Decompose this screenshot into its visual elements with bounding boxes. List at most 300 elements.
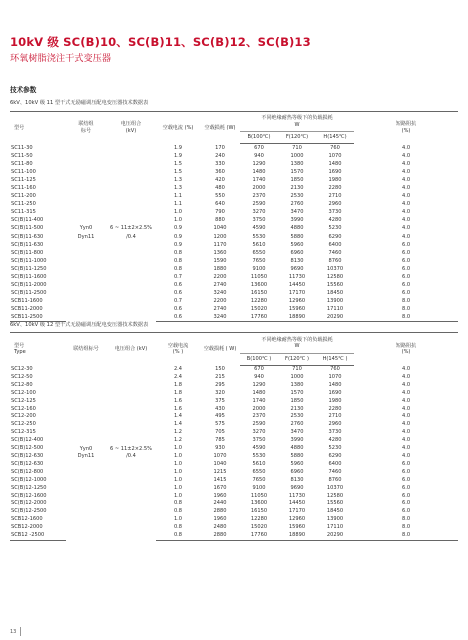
col-load-loss-group-header: 不同绝缘耐热等级下的负载损耗 W xyxy=(240,112,354,132)
col-voltage-header: 电压组合 (kV) xyxy=(106,112,156,144)
cell-load-loss-b: 16150 xyxy=(250,289,268,296)
cell-load-loss-b: 15020 xyxy=(250,305,268,312)
cell-impedance: 4.0 xyxy=(401,413,411,420)
cell-impedance: 4.0 xyxy=(401,429,411,436)
cell-load-loss-h: 1690 xyxy=(328,169,342,176)
cell-load-loss-f: 5960 xyxy=(290,241,304,248)
cell-no-load-loss: 1170 xyxy=(213,241,227,248)
cell-impedance: 4.0 xyxy=(401,144,411,151)
cell-load-loss-f: 710 xyxy=(292,366,302,372)
cell-no-load-loss: 420 xyxy=(215,177,225,184)
cell-no-load-loss: 495 xyxy=(215,413,225,420)
cell-load-loss-h: 7460 xyxy=(328,468,342,475)
col-vector-group-header: 联结组标号 xyxy=(66,333,106,366)
col-no-load-current-header: 空载电流 (%) xyxy=(156,112,200,144)
cell-model: SCB11-2500 xyxy=(10,313,66,322)
cell-no-load-loss: 320 xyxy=(215,389,225,396)
cell-load-loss-h: 20290 xyxy=(316,532,354,540)
cell-load-loss-f: 2760 xyxy=(290,201,304,208)
cell-load-loss-f: 710 xyxy=(292,145,302,151)
cell-load-loss-h: 15560 xyxy=(326,500,344,507)
cell-no-load-loss: 2740 xyxy=(213,281,227,288)
cell-no-load-current: 1.0 xyxy=(173,452,183,459)
cell-load-loss-b: 5530 xyxy=(252,233,266,240)
cell-impedance: 4.0 xyxy=(401,381,411,388)
cell-load-loss-b: 9100 xyxy=(252,484,266,491)
cell-no-load-current: 0.6 xyxy=(156,313,200,322)
cell-load-loss-h: 10370 xyxy=(326,265,344,272)
cell-load-loss-f: 14450 xyxy=(288,500,306,507)
cell-load-loss-h: 2280 xyxy=(328,185,342,192)
cell-model: SC11-30 xyxy=(11,144,33,151)
cell-no-load-current: 1.0 xyxy=(173,516,183,523)
cell-no-load-current: 1.5 xyxy=(173,169,183,176)
cell-no-load-loss: 1960 xyxy=(213,492,227,499)
cell-model: SC12-315 xyxy=(11,429,36,436)
cell-model: SC(B)12-630 xyxy=(11,460,44,467)
cell-load-loss-h: 3730 xyxy=(328,209,342,216)
cell-no-load-loss: 880 xyxy=(215,217,225,224)
cell-model: SC(B)12-1000 xyxy=(11,476,47,483)
cell-model: SC11-100 xyxy=(11,169,36,176)
col-vector-group-header: 联结组 标号 xyxy=(66,112,106,144)
cell-model: SC11-125 xyxy=(11,177,36,184)
cell-model: SC(B)12-2500 xyxy=(11,508,47,515)
cell-load-loss-h: 2710 xyxy=(328,193,342,200)
cell-no-load-loss: 3240 xyxy=(213,289,227,296)
table1 xyxy=(10,111,458,322)
col-load-loss-group-header: 不同绝缘耐热等级下的负载损耗 W xyxy=(240,333,354,354)
cell-load-loss-h: 3730 xyxy=(328,429,342,436)
cell-model: SCB12-2000 xyxy=(11,524,43,531)
cell-load-loss-b: 2370 xyxy=(252,193,266,200)
cell-impedance: 4.0 xyxy=(401,233,411,240)
cell-no-load-current: 0.9 xyxy=(173,233,183,240)
cell-model: SC(B)12-400 xyxy=(11,437,44,444)
cell-impedance: 4.0 xyxy=(401,153,411,160)
cell-no-load-current: 0.8 xyxy=(173,508,183,515)
cell-voltage-combo: 6 ~ 11±2×2.5% /0.4 xyxy=(110,446,152,459)
cell-load-loss-f: 5880 xyxy=(290,452,304,459)
cell-impedance: 4.0 xyxy=(401,169,411,176)
cell-model: SC11-80 xyxy=(11,161,33,168)
cell-no-load-current: 1.8 xyxy=(173,381,183,388)
cell-load-loss-b: 13600 xyxy=(250,281,268,288)
cell-load-loss-b: 1480 xyxy=(252,169,266,176)
cell-load-loss-f: 18890 xyxy=(278,532,316,540)
cell-impedance: 8.0 xyxy=(401,297,411,304)
cell-load-loss-f: 12960 xyxy=(288,297,306,304)
cell-no-load-loss: 1415 xyxy=(213,476,227,483)
cell-no-load-current: 2.4 xyxy=(173,365,183,372)
cell-load-loss-f: 15960 xyxy=(288,305,306,312)
cell-impedance: 6.0 xyxy=(401,468,411,475)
cell-load-loss-h: 8760 xyxy=(328,257,342,264)
cell-impedance: 6.0 xyxy=(401,249,411,256)
cell-load-loss-f: 1850 xyxy=(290,397,304,404)
cell-load-loss-f: 1380 xyxy=(290,161,304,168)
cell-no-load-loss: 1040 xyxy=(213,225,227,232)
cell-load-loss-f: 15960 xyxy=(288,524,306,531)
cell-no-load-loss: 1040 xyxy=(213,460,227,467)
cell-impedance: 4.0 xyxy=(401,217,411,224)
cell-no-load-current: 1.0 xyxy=(173,460,183,467)
cell-no-load-current: 0.8 xyxy=(156,532,200,540)
cell-model: SC(B)11-630 xyxy=(11,233,44,240)
cell-vector-group: Yyn0 Dyn11 xyxy=(77,225,95,240)
cell-load-loss-h: 1070 xyxy=(328,153,342,160)
cell-model: SC(B)12-500 xyxy=(11,445,44,452)
cell-model: SC(B)11-1250 xyxy=(11,265,47,272)
cell-model: SCB11-1600 xyxy=(11,297,43,304)
cell-no-load-current: 0.6 xyxy=(173,305,183,312)
table-row xyxy=(10,366,458,374)
cell-no-load-loss: 330 xyxy=(215,161,225,168)
cell-load-loss-h: 5230 xyxy=(328,225,342,232)
cell-load-loss-b: 1740 xyxy=(252,397,266,404)
cell-load-loss-f: 1000 xyxy=(290,373,304,380)
cell-no-load-loss: 240 xyxy=(215,153,225,160)
cell-no-load-loss: 1070 xyxy=(213,452,227,459)
cell-impedance: 4.0 xyxy=(401,177,411,184)
cell-no-load-current: 0.7 xyxy=(173,297,183,304)
cell-model: SC(B)12-630 xyxy=(11,452,44,459)
cell-impedance: 4.0 xyxy=(401,397,411,404)
table1-caption: 6kV、10kV 级 11 型干式无励磁调压配电变压器技术数据表 xyxy=(10,100,149,106)
cell-no-load-loss: 550 xyxy=(215,193,225,200)
cell-no-load-current: 1.1 xyxy=(173,193,183,200)
col-impedance-header: 短路阻抗 (%) xyxy=(354,333,458,366)
col-load-loss-h-header: H(145℃ ) xyxy=(316,354,354,366)
cell-load-loss-f: 3990 xyxy=(290,217,304,224)
cell-model: SC(B)11-2000 xyxy=(11,281,47,288)
cell-model: SC11-200 xyxy=(11,193,36,200)
cell-model: SC(B)11-1600 xyxy=(11,273,47,280)
cell-no-load-loss: 705 xyxy=(215,429,225,436)
cell-no-load-current: 0.9 xyxy=(173,241,183,248)
cell-no-load-loss: 150 xyxy=(215,365,225,372)
cell-no-load-current: 1.2 xyxy=(173,429,183,436)
cell-no-load-current: 1.9 xyxy=(173,153,183,160)
cell-load-loss-b: 3270 xyxy=(252,429,266,436)
cell-load-loss-b: 4590 xyxy=(252,225,266,232)
cell-no-load-loss: 1590 xyxy=(213,257,227,264)
col-no-load-current-header: 空载电流 (% ) xyxy=(156,333,200,366)
cell-no-load-loss: 575 xyxy=(215,421,225,428)
cell-no-load-current: 1.4 xyxy=(173,421,183,428)
cell-no-load-current: 0.9 xyxy=(173,225,183,232)
cell-no-load-loss: 430 xyxy=(215,405,225,412)
cell-load-loss-h: 2710 xyxy=(328,413,342,420)
cell-impedance: 4.0 xyxy=(401,225,411,232)
cell-load-loss-f: 17170 xyxy=(288,289,306,296)
cell-load-loss-f: 9690 xyxy=(290,484,304,491)
cell-no-load-loss: 1215 xyxy=(213,468,227,475)
cell-model: SC12-50 xyxy=(11,373,33,380)
cell-model: SC(B)12-2000 xyxy=(11,500,47,507)
cell-load-loss-b: 7650 xyxy=(252,476,266,483)
cell-load-loss-b: 16150 xyxy=(250,508,268,515)
cell-load-loss-b: 2590 xyxy=(252,421,266,428)
cell-model: SC11-50 xyxy=(11,153,33,160)
cell-impedance: 4.0 xyxy=(401,421,411,428)
cell-load-loss-b: 1290 xyxy=(252,161,266,168)
cell-load-loss-h: 18450 xyxy=(326,289,344,296)
cell-load-loss-f: 2130 xyxy=(290,185,304,192)
cell-no-load-current: 1.2 xyxy=(173,437,183,444)
cell-no-load-loss: 1960 xyxy=(213,516,227,523)
cell-impedance: 8.0 xyxy=(401,524,411,531)
cell-model: SC12-80 xyxy=(11,381,33,388)
cell-load-loss-f: 2760 xyxy=(290,421,304,428)
cell-no-load-current: 1.3 xyxy=(173,185,183,192)
cell-impedance: 4.0 xyxy=(401,161,411,168)
cell-voltage-combo: 6 ~ 11±2×2.5% /0.4 xyxy=(110,225,152,240)
cell-load-loss-b: 17760 xyxy=(240,532,278,540)
cell-impedance: 8.0 xyxy=(354,532,458,540)
cell-load-loss-b: 6550 xyxy=(252,249,266,256)
cell-load-loss-h: 6400 xyxy=(328,460,342,467)
cell-load-loss-b: 3750 xyxy=(252,217,266,224)
cell-load-loss-f: 18890 xyxy=(278,313,316,322)
cell-no-load-current: 0.7 xyxy=(173,273,183,280)
cell-no-load-loss: 2740 xyxy=(213,305,227,312)
cell-impedance: 4.0 xyxy=(401,185,411,192)
cell-model: SC(B)11-2500 xyxy=(11,289,47,296)
cell-load-loss-b: 1480 xyxy=(252,389,266,396)
cell-impedance: 6.0 xyxy=(401,508,411,515)
cell-no-load-loss: 375 xyxy=(215,397,225,404)
cell-no-load-current: 1.5 xyxy=(173,161,183,168)
cell-load-loss-b: 6550 xyxy=(252,468,266,475)
cell-load-loss-b: 17760 xyxy=(240,313,278,322)
cell-no-load-current: 1.8 xyxy=(173,389,183,396)
cell-impedance: 6.0 xyxy=(401,281,411,288)
page-title: 10kV 级 SC(B)10、SC(B)11、SC(B)12、SC(B)13 xyxy=(10,35,311,49)
cell-load-loss-b: 11050 xyxy=(250,492,268,499)
cell-no-load-loss: 360 xyxy=(215,169,225,176)
cell-load-loss-b: 670 xyxy=(254,366,264,372)
cell-load-loss-f: 2530 xyxy=(290,413,304,420)
cell-load-loss-f: 1380 xyxy=(290,381,304,388)
cell-impedance: 6.0 xyxy=(401,241,411,248)
cell-impedance: 6.0 xyxy=(401,492,411,499)
cell-load-loss-h: 18450 xyxy=(326,508,344,515)
cell-no-load-current: 0.8 xyxy=(173,265,183,272)
cell-no-load-loss: 930 xyxy=(215,445,225,452)
col-voltage-header: 电压组合 (kV) xyxy=(106,333,156,366)
cell-no-load-loss: 1360 xyxy=(213,249,227,256)
cell-load-loss-b: 2590 xyxy=(252,201,266,208)
cell-load-loss-f: 1570 xyxy=(290,389,304,396)
col-no-load-loss-header: 空载损耗 (W) xyxy=(200,112,240,144)
cell-model: SC(B)12-1250 xyxy=(11,484,47,491)
cell-load-loss-b: 940 xyxy=(254,153,264,160)
cell-model: SC12-250 xyxy=(11,421,36,428)
cell-load-loss-f: 4880 xyxy=(290,445,304,452)
cell-no-load-current: 1.0 xyxy=(173,484,183,491)
cell-load-loss-h: 760 xyxy=(330,145,340,151)
cell-impedance: 6.0 xyxy=(401,500,411,507)
cell-load-loss-h: 10370 xyxy=(326,484,344,491)
cell-model: SC12-125 xyxy=(11,397,36,404)
cell-load-loss-h: 2960 xyxy=(328,201,342,208)
cell-no-load-current: 1.9 xyxy=(173,144,183,151)
cell-load-loss-b: 15020 xyxy=(250,524,268,531)
cell-model: SC12-160 xyxy=(11,405,36,412)
cell-no-load-loss: 785 xyxy=(215,437,225,444)
cell-load-loss-b: 2370 xyxy=(252,413,266,420)
cell-impedance: 6.0 xyxy=(401,289,411,296)
cell-load-loss-f: 6960 xyxy=(290,468,304,475)
cell-impedance: 6.0 xyxy=(401,257,411,264)
cell-no-load-loss: 2480 xyxy=(213,524,227,531)
cell-no-load-current: 1.4 xyxy=(173,413,183,420)
cell-load-loss-f: 4880 xyxy=(290,225,304,232)
page-subtitle: 环氧树脂浇注干式变压器 xyxy=(10,53,112,64)
cell-load-loss-b: 5610 xyxy=(252,460,266,467)
cell-load-loss-h: 4280 xyxy=(328,217,342,224)
cell-load-loss-f: 5960 xyxy=(290,460,304,467)
cell-load-loss-f: 2130 xyxy=(290,405,304,412)
cell-load-loss-b: 3750 xyxy=(252,437,266,444)
cell-model: SCB12 -2500 xyxy=(10,532,66,540)
cell-model: SC12-100 xyxy=(11,389,36,396)
cell-load-loss-f: 9690 xyxy=(290,265,304,272)
cell-impedance: 4.0 xyxy=(401,389,411,396)
cell-impedance: 4.0 xyxy=(401,209,411,216)
cell-model: SC11-160 xyxy=(11,185,36,192)
cell-load-loss-h: 17110 xyxy=(326,305,344,312)
cell-impedance: 4.0 xyxy=(401,201,411,208)
cell-no-load-current: 2.4 xyxy=(173,373,183,380)
cell-model: SC(B)11-630 xyxy=(11,241,44,248)
cell-load-loss-h: 2960 xyxy=(328,421,342,428)
cell-load-loss-h: 12580 xyxy=(326,273,344,280)
cell-model: SC11-315 xyxy=(11,209,36,216)
cell-no-load-current: 1.1 xyxy=(173,201,183,208)
cell-load-loss-h: 7460 xyxy=(328,249,342,256)
cell-load-loss-b: 1290 xyxy=(252,381,266,388)
cell-load-loss-h: 4280 xyxy=(328,437,342,444)
cell-load-loss-f: 3470 xyxy=(290,209,304,216)
cell-model: SC(B)11-800 xyxy=(11,249,44,256)
cell-no-load-loss: 295 xyxy=(215,381,225,388)
cell-impedance: 6.0 xyxy=(401,460,411,467)
cell-model: SC11-250 xyxy=(11,201,36,208)
cell-no-load-current: 1.0 xyxy=(173,492,183,499)
cell-no-load-loss: 1200 xyxy=(213,233,227,240)
col-model-header: 型号 Type xyxy=(10,333,66,366)
cell-model: SCB12-1600 xyxy=(11,516,43,523)
cell-load-loss-h: 12580 xyxy=(326,492,344,499)
cell-no-load-current: 1.0 xyxy=(173,217,183,224)
cell-load-loss-f: 1570 xyxy=(290,169,304,176)
cell-no-load-loss: 640 xyxy=(215,201,225,208)
cell-load-loss-h: 6290 xyxy=(328,452,342,459)
cell-load-loss-h: 1980 xyxy=(328,177,342,184)
cell-no-load-current: 0.8 xyxy=(173,249,183,256)
cell-no-load-loss: 170 xyxy=(215,144,225,151)
cell-no-load-current: 1.6 xyxy=(173,405,183,412)
cell-load-loss-f: 14450 xyxy=(288,281,306,288)
cell-no-load-current: 0.8 xyxy=(173,257,183,264)
cell-load-loss-f: 8130 xyxy=(290,257,304,264)
cell-load-loss-f: 1000 xyxy=(290,153,304,160)
cell-load-loss-b: 940 xyxy=(254,373,264,380)
cell-no-load-loss: 2200 xyxy=(213,273,227,280)
cell-load-loss-b: 5610 xyxy=(252,241,266,248)
cell-load-loss-h: 17110 xyxy=(326,524,344,531)
col-no-load-loss-header: 空载损耗 ( W) xyxy=(200,333,240,366)
cell-no-load-loss: 2880 xyxy=(213,508,227,515)
cell-model: SC(B)11-500 xyxy=(11,225,44,232)
cell-load-loss-b: 2000 xyxy=(252,185,266,192)
cell-impedance: 4.0 xyxy=(401,193,411,200)
cell-load-loss-f: 3990 xyxy=(290,437,304,444)
cell-no-load-loss: 480 xyxy=(215,185,225,192)
page-number-divider xyxy=(20,627,21,636)
cell-no-load-current: 0.6 xyxy=(173,281,183,288)
cell-impedance: 6.0 xyxy=(401,273,411,280)
cell-load-loss-h: 5230 xyxy=(328,445,342,452)
cell-impedance: 6.0 xyxy=(401,476,411,483)
cell-load-loss-h: 1690 xyxy=(328,389,342,396)
cell-no-load-current: 1.0 xyxy=(173,468,183,475)
cell-impedance: 4.0 xyxy=(401,373,411,380)
cell-no-load-current: 1.6 xyxy=(173,397,183,404)
cell-load-loss-f: 12960 xyxy=(288,516,306,523)
col-impedance-header: 短路阻抗 (%) xyxy=(354,112,458,144)
cell-no-load-loss: 2200 xyxy=(213,297,227,304)
cell-load-loss-b: 3270 xyxy=(252,209,266,216)
col-load-loss-f-header: F(120℃ ) xyxy=(278,354,316,366)
cell-model: SC(B)11-1000 xyxy=(11,257,47,264)
cell-load-loss-f: 11730 xyxy=(288,273,306,280)
cell-load-loss-b: 7650 xyxy=(252,257,266,264)
cell-load-loss-b: 2000 xyxy=(252,405,266,412)
cell-load-loss-h: 1480 xyxy=(328,161,342,168)
table2-caption: 6kV、10kV 级 12 型干式无励磁调压配电变压器技术数据表 xyxy=(10,322,149,328)
cell-impedance: 6.0 xyxy=(401,484,411,491)
cell-load-loss-f: 1850 xyxy=(290,177,304,184)
cell-impedance: 8.0 xyxy=(401,516,411,523)
table-row xyxy=(10,144,458,153)
cell-load-loss-f: 3470 xyxy=(290,429,304,436)
cell-impedance: 8.0 xyxy=(354,313,458,322)
cell-load-loss-b: 11050 xyxy=(250,273,268,280)
cell-no-load-current: 1.0 xyxy=(173,445,183,452)
cell-load-loss-h: 15560 xyxy=(326,281,344,288)
cell-load-loss-b: 9100 xyxy=(252,265,266,272)
cell-no-load-loss: 2440 xyxy=(213,500,227,507)
col-load-loss-f-header: F(120℃) xyxy=(278,132,316,144)
cell-load-loss-h: 2280 xyxy=(328,405,342,412)
cell-model: SC(B)12-1600 xyxy=(11,492,47,499)
cell-load-loss-h: 1070 xyxy=(328,373,342,380)
cell-load-loss-h: 6290 xyxy=(328,233,342,240)
cell-model: SC12-200 xyxy=(11,413,36,420)
cell-load-loss-h: 760 xyxy=(330,366,340,372)
cell-impedance: 4.0 xyxy=(401,405,411,412)
cell-load-loss-b: 5530 xyxy=(252,452,266,459)
cell-no-load-loss: 1880 xyxy=(213,265,227,272)
cell-load-loss-b: 13600 xyxy=(250,500,268,507)
cell-no-load-current: 1.0 xyxy=(173,209,183,216)
cell-load-loss-b: 1740 xyxy=(252,177,266,184)
cell-no-load-loss: 1670 xyxy=(213,484,227,491)
col-load-loss-h-header: H(145℃) xyxy=(316,132,354,144)
